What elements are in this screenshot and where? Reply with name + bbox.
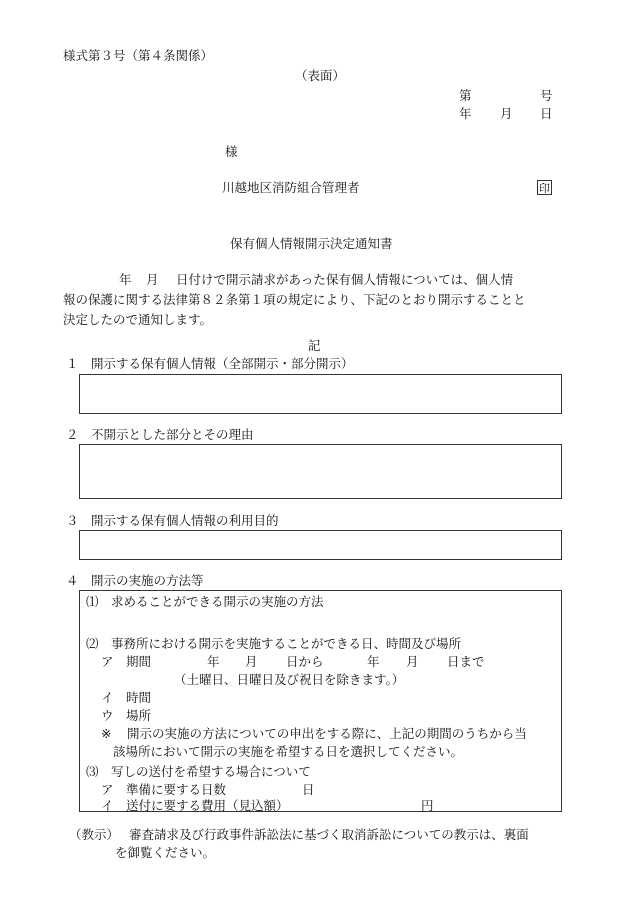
period-to: 日まで — [447, 654, 485, 669]
section3-box — [79, 530, 562, 560]
instruction-label: （教示） — [69, 827, 120, 842]
time-label: イ 時間 — [101, 690, 152, 705]
form-number: 様式第３号（第４条関係） — [63, 48, 214, 63]
section2-title: ２ 不開示とした部分とその理由 — [66, 427, 254, 442]
note-line1: 開示の実施の方法についての申出をする際に、上記の期間のうちから当 — [127, 726, 527, 741]
period-month1: 月 — [245, 654, 258, 669]
intro-line3: 決定したので通知します。 — [63, 312, 213, 327]
period-label: ア 期間 — [101, 654, 152, 669]
number-dai: 第 — [459, 88, 472, 103]
document-title: 保有個人情報開示決定通知書 — [230, 236, 393, 251]
intro-line1: 日付けで開示請求があった保有個人情報については、個人情 — [176, 272, 514, 287]
instruction-line1: 審査請求及び行政事件訴訟法に基づく取消訴訟についての教示は、裏面 — [129, 827, 529, 842]
prep-unit: 日 — [302, 782, 315, 797]
period-note: （土曜日、日曜日及び祝日を除きます。） — [174, 672, 405, 687]
ki-heading: 記 — [308, 338, 321, 353]
period-from: 日から — [286, 654, 324, 669]
seal-stamp: 印 — [539, 182, 550, 195]
note-mark: ※ — [101, 726, 112, 741]
section3-title: ３ 開示する保有個人情報の利用目的 — [66, 513, 279, 528]
recipient-honorific: 様 — [225, 144, 238, 159]
instruction-line2: を御覧ください。 — [115, 845, 216, 860]
section4-title: ４ 開示の実施の方法等 — [66, 573, 204, 588]
intro-month: 月 — [146, 272, 159, 287]
section2-box — [79, 444, 562, 499]
prep-label: ア 準備に要する日数 — [101, 782, 227, 797]
side-label: （表面） — [295, 68, 346, 83]
item3-text: ⑶ 写しの送付を希望する場合について — [86, 764, 311, 779]
period-year2: 年 — [367, 654, 380, 669]
note-line2: 該場所において開示の実施を希望する日を選択してください。 — [113, 744, 464, 759]
intro-line2: 報の保護に関する法律第８２条第１項の規定により、下記のとおり開示することと — [63, 292, 526, 307]
cost-unit: 円 — [421, 798, 434, 813]
place-label: ウ 場所 — [101, 708, 152, 723]
intro-year: 年 — [119, 272, 132, 287]
section1-box — [79, 374, 562, 414]
cost-label: イ 送付に要する費用（見込額） — [101, 798, 289, 813]
period-month2: 月 — [406, 654, 419, 669]
period-year1: 年 — [207, 654, 220, 669]
sender-name: 川越地区消防組合管理者 — [222, 180, 360, 195]
item2-text: ⑵ 事務所における開示を実施することができる日、時間及び場所 — [86, 636, 462, 651]
date-day: 日 — [540, 106, 553, 121]
item1-text: ⑴ 求めることができる開示の実施の方法 — [86, 594, 324, 609]
date-month: 月 — [500, 106, 513, 121]
section1-title: １ 開示する保有個人情報（全部開示・部分開示） — [66, 356, 354, 371]
number-go: 号 — [540, 88, 553, 103]
date-year: 年 — [459, 106, 472, 121]
